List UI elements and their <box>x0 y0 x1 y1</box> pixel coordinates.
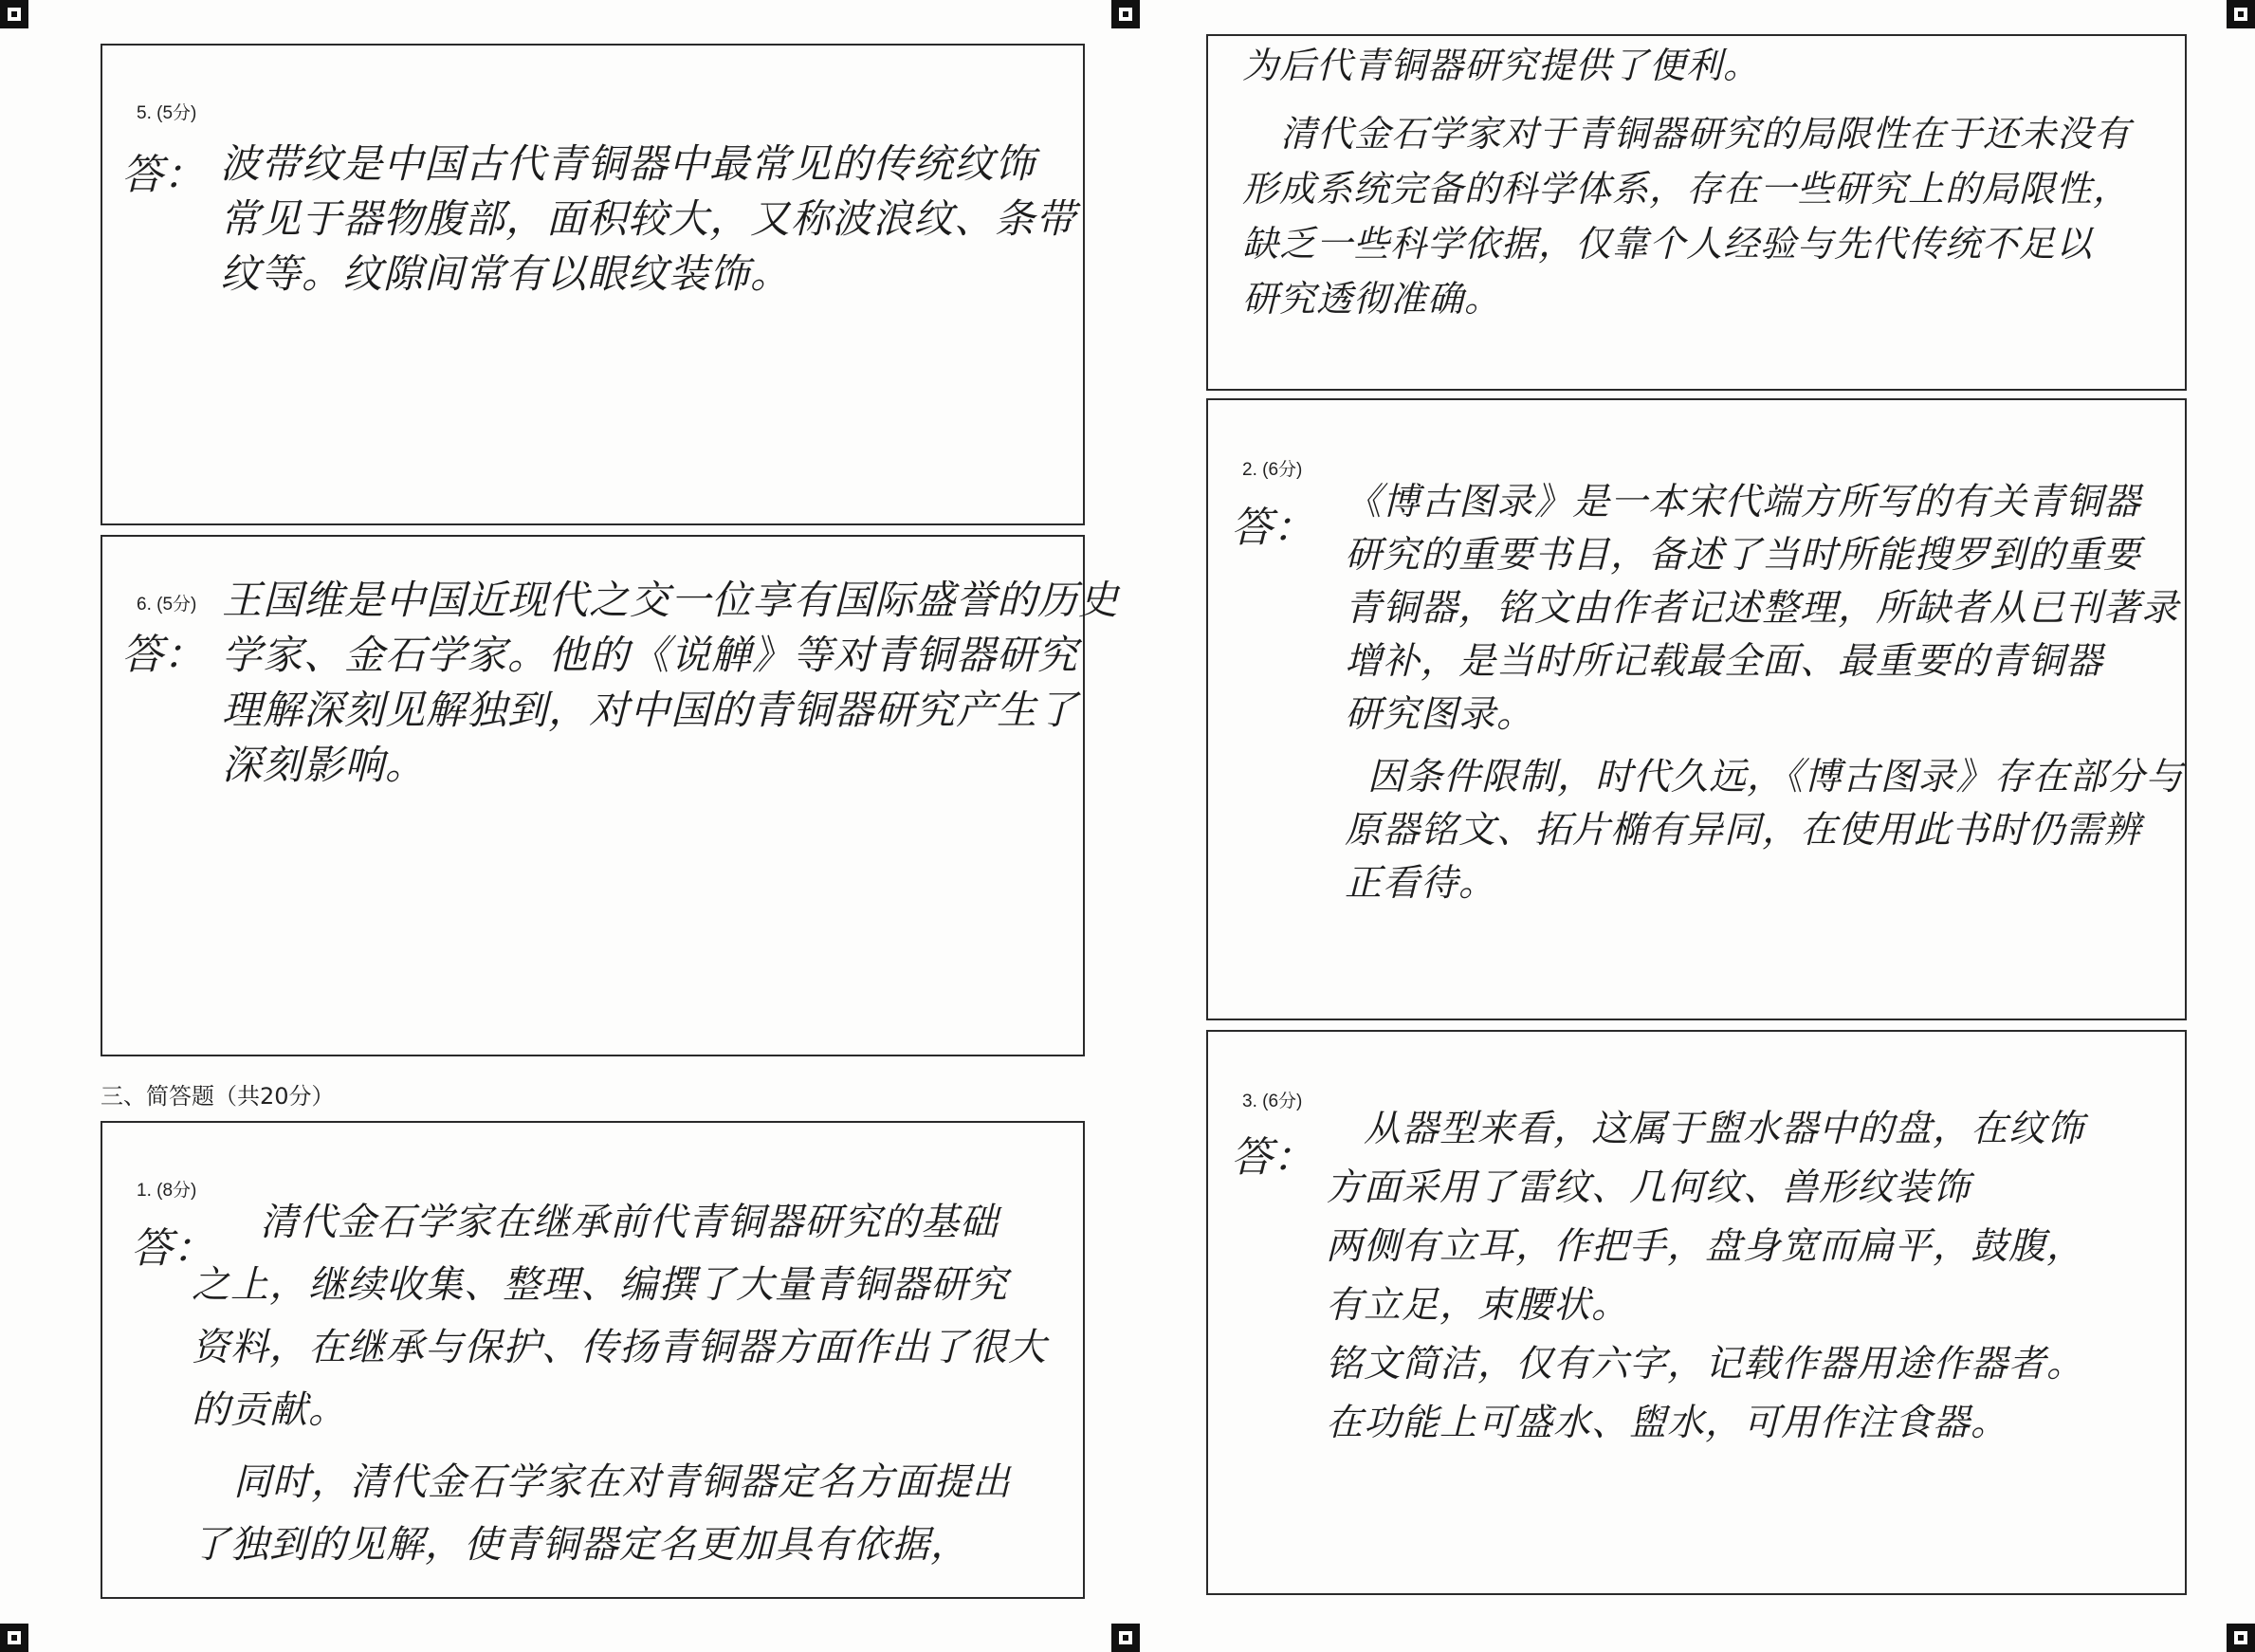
registration-marker-top-left <box>0 0 28 28</box>
answer-line: 增补，是当时所记载最全面、最重要的青铜器 <box>1345 640 2104 683</box>
answer-line: 《博古图录》是一本宋代端方所写的有关青铜器 <box>1345 481 2142 523</box>
answer-line: 波带纹是中国古代青铜器中最常见的传统纹饰 <box>220 140 1036 187</box>
handwritten-answer[interactable] <box>192 1191 1047 1576</box>
question-number: 6. (5分) <box>137 595 197 615</box>
handwritten-answer[interactable] <box>222 573 1119 793</box>
answer-label: 答： <box>1231 504 1314 552</box>
answer-line: 为后代青铜器研究提供了便利。 <box>1242 45 1761 86</box>
answer-label: 答： <box>1231 1133 1314 1182</box>
answer-line: 清代金石学家对于青铜器研究的局限性在于还未没有 <box>1280 113 2132 155</box>
answer-line: 方面采用了雷纹、几何纹、兽形纹装饰 <box>1326 1166 1971 1209</box>
registration-marker-bottom-right <box>2227 1624 2255 1652</box>
handwritten-answer[interactable] <box>1345 476 2184 910</box>
answer-line: 了独到的见解，使青铜器定名更加具有依据， <box>192 1523 969 1567</box>
answer-box-q1-continued[interactable] <box>1206 34 2187 391</box>
handwritten-answer[interactable] <box>1326 1100 2084 1453</box>
answer-label: 答： <box>121 151 205 199</box>
registration-marker-top-right <box>2227 0 2255 28</box>
answer-label: 答： <box>121 631 205 679</box>
registration-marker-bottom-left <box>0 1624 28 1652</box>
answer-line: 的贡献。 <box>192 1388 347 1432</box>
question-number: 5. (5分) <box>137 103 197 123</box>
answer-line: 资料，在继承与保护、传扬青铜器方面作出了很大 <box>192 1326 1047 1369</box>
answer-line: 学家、金石学家。他的《说觯》等对青铜器研究 <box>222 632 1079 678</box>
answer-line: 之上，继续收集、整理、编撰了大量青铜器研究 <box>192 1263 1008 1307</box>
answer-line: 铭文简洁，仅有六字，记载作器用途作器者。 <box>1326 1343 2085 1386</box>
answer-line: 因条件限制，时代久远，《博古图录》存在部分与 <box>1367 756 2184 798</box>
answer-line: 两侧有立耳，作把手，盘身宽而扁平，鼓腹， <box>1326 1225 2085 1268</box>
answer-box-q6[interactable] <box>101 535 1120 1056</box>
answer-line: 有立足，束腰状。 <box>1326 1284 1630 1327</box>
answer-line: 研究图录。 <box>1345 693 1535 736</box>
answer-line: 王国维是中国近现代之交一位享有国际盛誉的历史 <box>222 577 1120 623</box>
handwritten-answer[interactable] <box>220 137 1076 302</box>
registration-marker-top-center <box>1111 0 1140 28</box>
answer-label: 答： <box>131 1224 214 1273</box>
answer-line: 青铜器，铭文由作者记述整理，所缺者从已刊著录 <box>1345 587 2180 630</box>
question-number: 1. (8分) <box>137 1181 197 1201</box>
registration-marker-bottom-center <box>1111 1624 1140 1652</box>
answer-line: 研究透彻准确。 <box>1242 278 1502 320</box>
answer-line: 研究的重要书目，备述了当时所能搜罗到的重要 <box>1345 534 2142 577</box>
answer-line: 纹等。纹隙间常有以眼纹装饰。 <box>220 250 792 297</box>
handwritten-answer[interactable] <box>1242 38 2131 326</box>
answer-line: 理解深刻见解独到，对中国的青铜器研究产生了 <box>222 687 1079 733</box>
answer-line: 缺乏一些科学依据，仅靠个人经验与先代传统不足以 <box>1242 223 2094 265</box>
answer-line: 在功能上可盛水、盥水，可用作注食器。 <box>1326 1402 2009 1444</box>
answer-line: 形成系统完备的科学体系，存在一些研究上的局限性， <box>1242 168 2131 210</box>
question-number: 2. (6分) <box>1242 460 1303 480</box>
answer-box-q1[interactable] <box>101 1121 1085 1599</box>
answer-box-q2[interactable] <box>1206 398 2187 1020</box>
answer-box-q5[interactable] <box>101 44 1085 525</box>
section-title: 三、简答题（共20分） <box>101 1083 335 1110</box>
answer-line: 从器型来看，这属于盥水器中的盘，在纹饰 <box>1364 1108 2085 1150</box>
answer-line: 原器铭文、拓片椭有异同，在使用此书时仍需辨 <box>1345 809 2142 852</box>
answer-line: 清代金石学家在继承前代青铜器研究的基础 <box>260 1201 999 1244</box>
answer-line: 正看待。 <box>1345 862 1497 905</box>
answer-box-q3[interactable] <box>1206 1030 2187 1595</box>
question-number: 3. (6分) <box>1242 1092 1303 1111</box>
answer-line: 同时，清代金石学家在对青铜器定名方面提出 <box>233 1460 1011 1504</box>
answer-line: 深刻影响。 <box>222 742 427 788</box>
answer-line: 常见于器物腹部，面积较大，又称波浪纹、条带 <box>220 195 1077 242</box>
